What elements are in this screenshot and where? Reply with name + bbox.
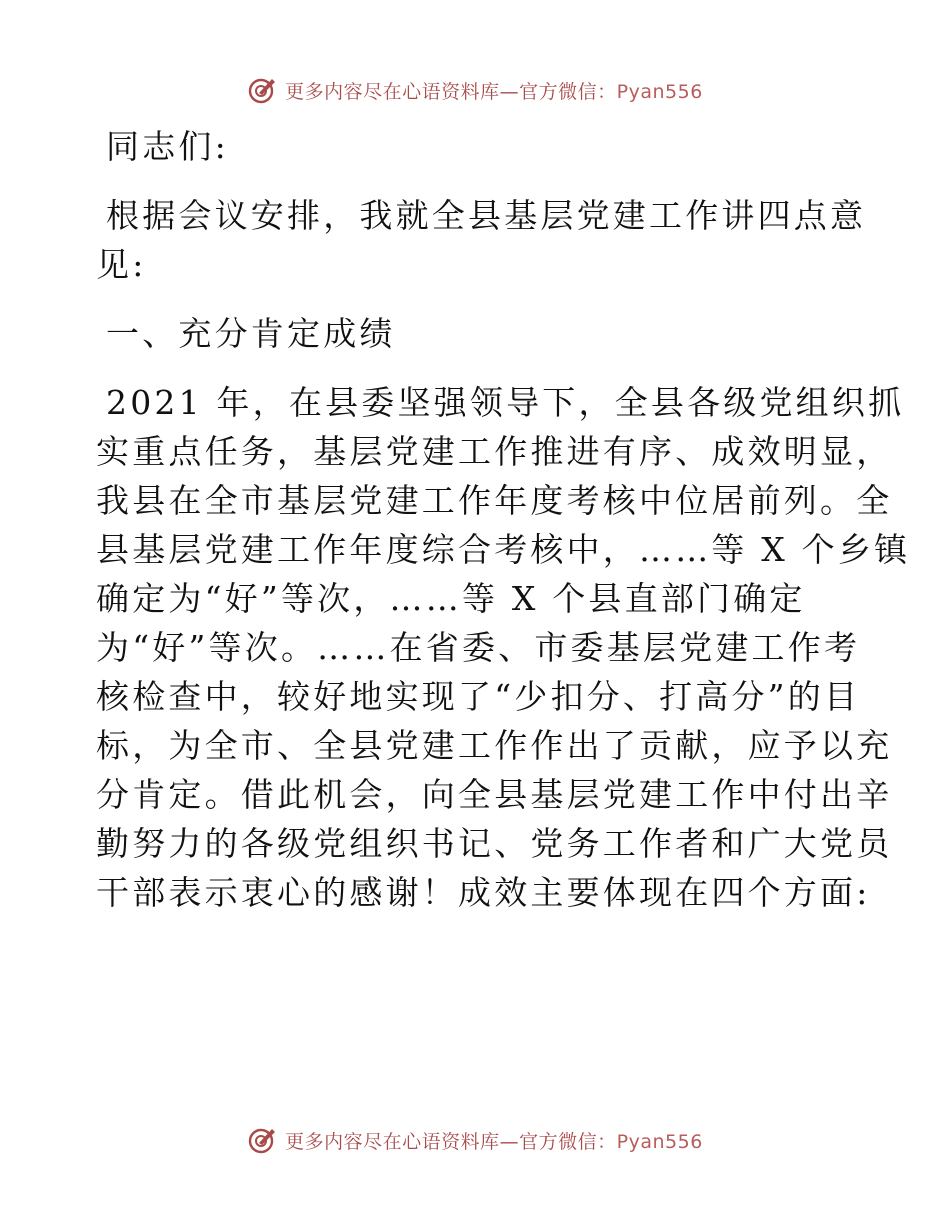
watermark-text: 更多内容尽在心语资料库—官方微信：Pyan556: [285, 1130, 703, 1153]
document-body: [96, 122, 911, 917]
body-line: 我县在全市基层党建工作年度考核中位居前列。全: [96, 481, 893, 520]
watermark-text: 更多内容尽在心语资料库—官方微信：Pyan556: [285, 80, 703, 103]
footer-watermark: [0, 1120, 950, 1160]
section-heading: 一、充分肯定成绩: [106, 314, 396, 353]
intro-line: 根据会议安排，我就全县基层党建工作讲四点意: [106, 196, 867, 235]
pen-logo-icon: [247, 1125, 277, 1155]
body-line: 实重点任务，基层党建工作推进有序、成效明显，: [96, 432, 893, 471]
body-line: 勤努力的各级党组织书记、党务工作者和广大党员: [96, 824, 893, 863]
pen-logo-icon: [247, 75, 277, 105]
body-line: 县基层党建工作年度综合考核中，……等 X 个乡镇: [96, 530, 911, 569]
body-line: 干部表示衷心的感谢！成效主要体现在四个方面:: [96, 873, 871, 912]
body-line: 确定为“好”等次，……等 X 个县直部门确定: [96, 579, 806, 618]
body-line: 标，为全市、全县党建工作作出了贡献，应予以充: [96, 726, 893, 765]
body-line: 分肯定。借此机会，向全县基层党建工作中付出辛: [96, 775, 893, 814]
body-line: 核检查中，较好地实现了“少扣分、打高分”的目: [96, 677, 861, 716]
body-line: 为“好”等次。……在省委、市委基层党建工作考: [96, 628, 861, 667]
greeting: 同志们:: [106, 127, 229, 166]
intro-line: 见:: [96, 245, 147, 284]
body-line: 2021 年，在县委坚强领导下，全县各级党组织抓: [106, 383, 905, 422]
header-watermark: [0, 70, 950, 110]
